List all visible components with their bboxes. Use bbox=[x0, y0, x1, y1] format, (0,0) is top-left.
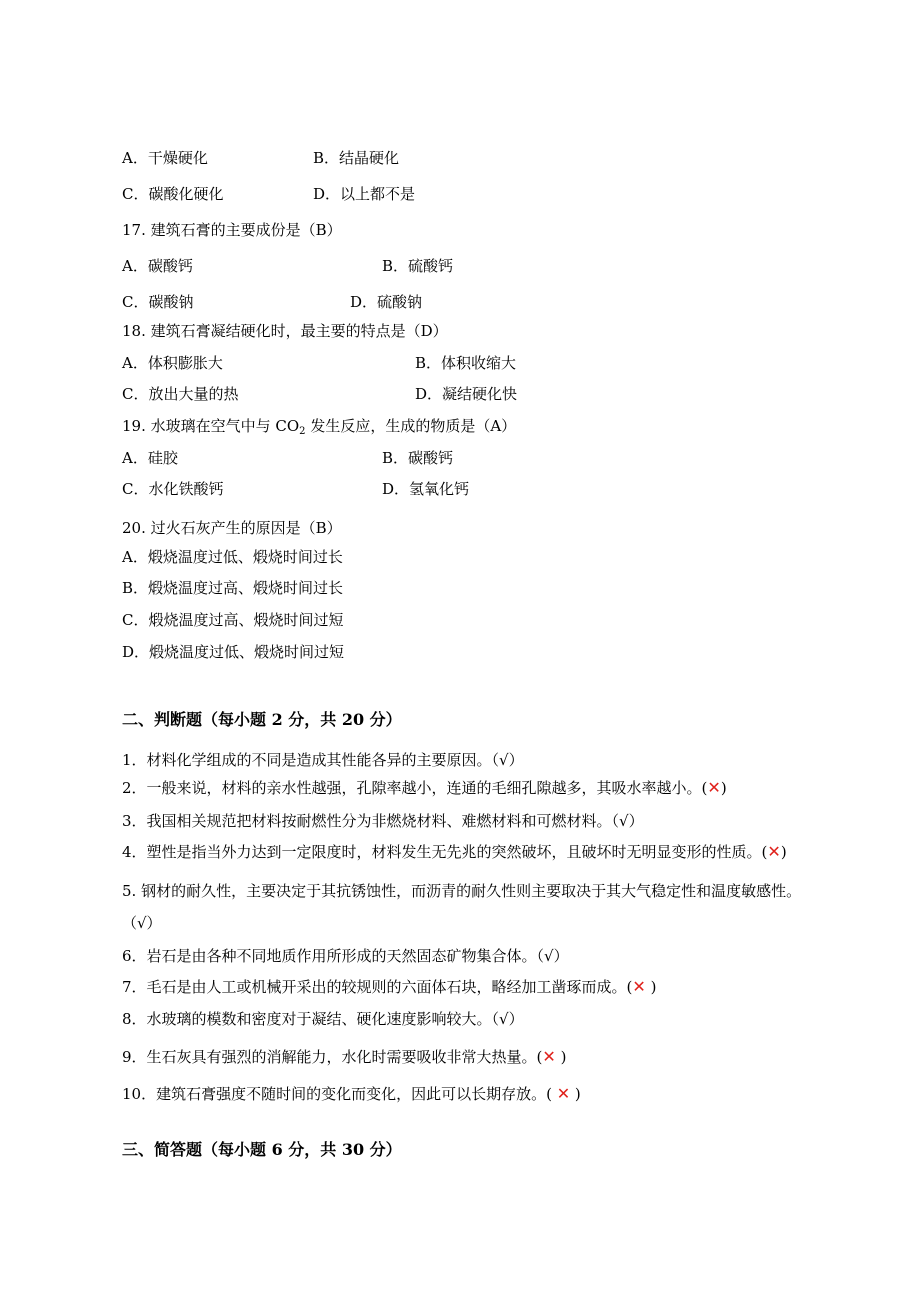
q20-option-b: B．煅烧温度过高、煅烧时间过长 bbox=[122, 579, 344, 597]
tf-item-7-text: 7．毛石是由人工或机械开采出的较规则的六面体石块，略经加工凿琢而成。( bbox=[122, 978, 633, 996]
q18-stem: 18. 建筑石膏凝结硬化时，最主要的特点是（D） bbox=[122, 322, 448, 340]
q18-option-d: D．凝结硬化快 bbox=[415, 385, 518, 403]
tf-item-10-text: 10．建筑石膏强度不随时间的变化而变化，因此可以长期存放。( bbox=[122, 1085, 557, 1103]
q19-option-c: C．水化铁酸钙 bbox=[122, 480, 224, 498]
q19-stem-before: 19. 水玻璃在空气中与 CO bbox=[122, 417, 300, 435]
cross-mark-icon: ✕ bbox=[556, 1084, 571, 1103]
tf-item-2 bbox=[122, 778, 727, 798]
q19-option-b: B．碳酸钙 bbox=[382, 449, 454, 467]
q20-option-c: C．煅烧温度过高、煅烧时间过短 bbox=[122, 611, 344, 629]
tf-item-4-close: ) bbox=[780, 843, 787, 861]
tf-item-9-close: ) bbox=[555, 1048, 567, 1066]
q17-stem: 17. 建筑石膏的主要成份是（B） bbox=[122, 221, 342, 239]
q17-option-c: C．碳酸钠 bbox=[122, 293, 194, 311]
q16-option-c: C．碳酸化硬化 bbox=[122, 185, 224, 203]
tf-item-5-continuation: （√） bbox=[122, 914, 162, 932]
q20-stem: 20. 过火石灰产生的原因是（B） bbox=[122, 519, 342, 537]
q19-option-d: D．氢氧化钙 bbox=[382, 480, 470, 498]
q16-option-d: D．以上都不是 bbox=[313, 185, 416, 203]
q19-stem-after: 发生反应，生成的物质是（A） bbox=[305, 417, 517, 435]
q20-option-d: D．煅烧温度过低、煅烧时间过短 bbox=[122, 643, 345, 661]
section-2-heading: 二、判断题（每小题 2 分，共 20 分） bbox=[122, 710, 402, 729]
q17-option-d: D．硫酸钠 bbox=[350, 293, 423, 311]
q19-stem bbox=[122, 416, 516, 442]
section-3-heading: 三、简答题（每小题 6 分，共 30 分） bbox=[122, 1140, 402, 1159]
tf-item-10-close: ) bbox=[570, 1085, 581, 1103]
tf-item-8: 8．水玻璃的模数和密度对于凝结、硬化速度影响较大。（√） bbox=[122, 1010, 524, 1028]
q16-option-b: B．结晶硬化 bbox=[313, 149, 400, 167]
tf-item-10 bbox=[122, 1084, 581, 1104]
q18-option-c: C．放出大量的热 bbox=[122, 385, 239, 403]
q18-option-b: B．体积收缩大 bbox=[415, 354, 517, 372]
tf-item-6: 6．岩石是由各种不同地质作用所形成的天然固态矿物集合体。（√） bbox=[122, 947, 569, 965]
tf-item-5: 5. 钢材的耐久性，主要决定于其抗锈蚀性，而沥青的耐久性则主要取决于其大气稳定性和温度敏感性。 bbox=[122, 882, 802, 900]
tf-item-4 bbox=[122, 842, 787, 862]
q17-option-a: A．碳酸钙 bbox=[122, 257, 193, 275]
cross-mark-icon: ✕ bbox=[542, 1047, 556, 1066]
tf-item-7 bbox=[122, 977, 656, 997]
q19-option-a: A．硅胶 bbox=[122, 449, 178, 467]
cross-mark-icon: ✕ bbox=[707, 778, 721, 797]
cross-mark-icon: ✕ bbox=[632, 977, 646, 996]
tf-item-2-text: 2．一般来说，材料的亲水性越强，孔隙率越小，连通的毛细孔隙越多，其吸水率越小。( bbox=[122, 779, 708, 797]
cross-mark-icon: ✕ bbox=[767, 842, 781, 861]
tf-item-2-close: ) bbox=[720, 779, 727, 797]
tf-item-7-close: ) bbox=[645, 978, 657, 996]
tf-item-9 bbox=[122, 1047, 566, 1067]
tf-item-1: 1．材料化学组成的不同是造成其性能各异的主要原因。（√） bbox=[122, 751, 524, 769]
q20-option-a: A．煅烧温度过低、煅烧时间过长 bbox=[122, 548, 343, 566]
q18-option-a: A．体积膨胀大 bbox=[122, 354, 223, 372]
tf-item-3: 3．我国相关规范把材料按耐燃性分为非燃烧材料、难燃材料和可燃材料。（√） bbox=[122, 812, 644, 830]
q16-option-a: A．干燥硬化 bbox=[122, 149, 208, 167]
q17-option-b: B．硫酸钙 bbox=[382, 257, 454, 275]
tf-item-9-text: 9．生石灰具有强烈的消解能力，水化时需要吸收非常大热量。( bbox=[122, 1048, 543, 1066]
tf-item-4-text: 4．塑性是指当外力达到一定限度时，材料发生无先兆的突然破坏，且破坏时无明显变形的性质。( bbox=[122, 843, 768, 861]
q19-stem-subscript: 2 bbox=[299, 426, 306, 437]
